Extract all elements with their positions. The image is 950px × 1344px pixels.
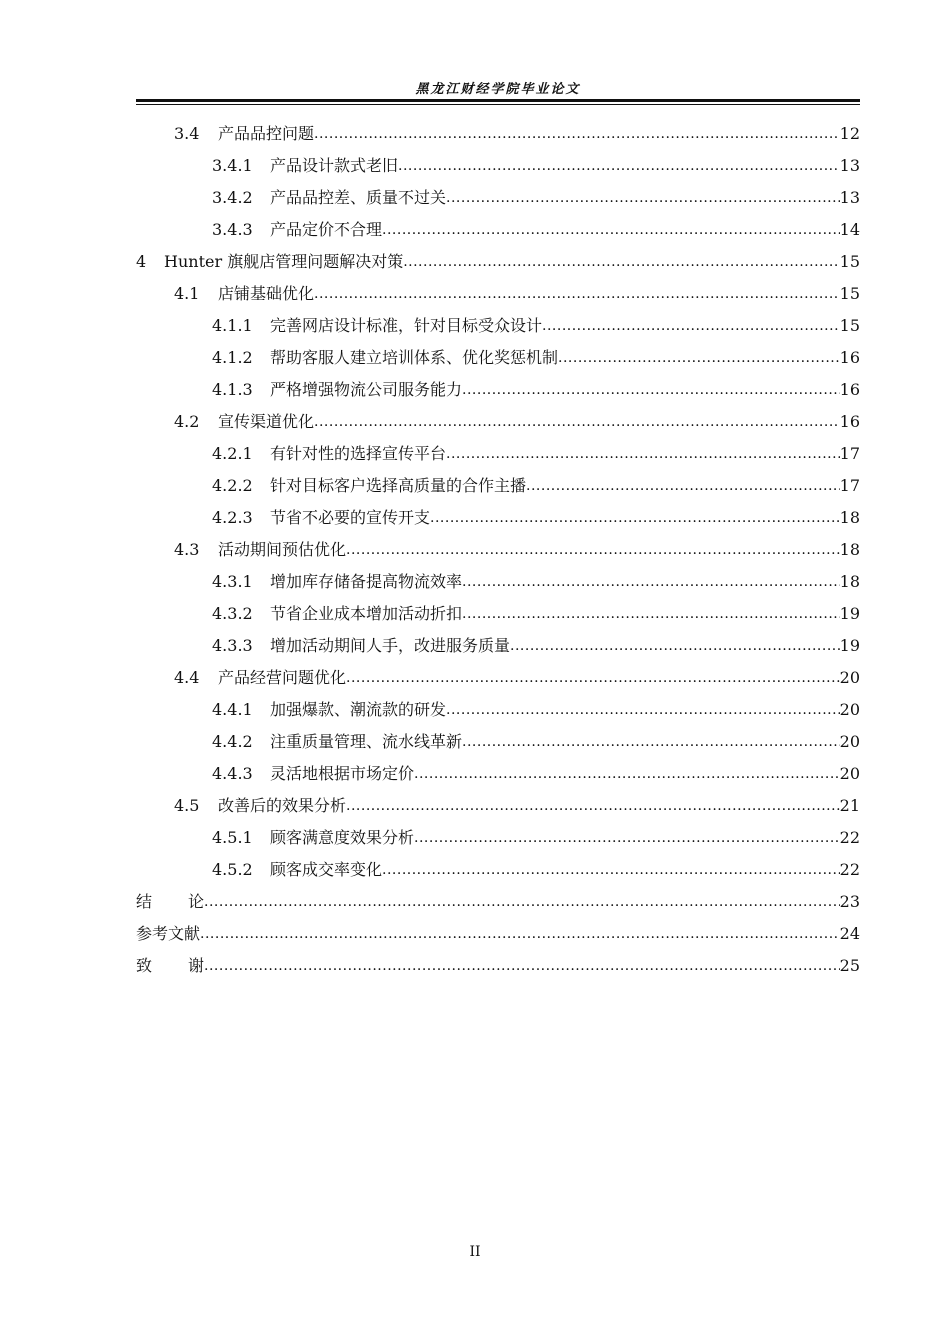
toc-entry-number: 4.4: [174, 668, 200, 687]
toc-entry-page: 25: [839, 956, 860, 975]
toc-entry-title: 产品定价不合理: [270, 220, 383, 239]
toc-entry-page: 22: [839, 860, 860, 879]
toc-entry-4-1-2[interactable]: [136, 342, 860, 374]
toc-entry-page: 20: [839, 732, 860, 751]
toc-entry-title: 产品经营问题优化: [218, 668, 347, 687]
toc-entry-title: Hunter 旗舰店管理问题解决对策: [164, 252, 404, 271]
toc-dot-leader: [446, 182, 840, 214]
toc-entry-number: 4.3: [174, 540, 200, 559]
toc-entry-title: 灵活地根据市场定价: [270, 764, 415, 783]
toc-entry-4-5-2[interactable]: [136, 854, 860, 886]
toc-entry-number: 4.5: [174, 796, 200, 815]
toc-entry-page: 16: [839, 348, 860, 367]
toc-entry-4-5[interactable]: [136, 790, 860, 822]
toc-entry-page: 14: [839, 220, 860, 239]
toc-dot-leader: [446, 438, 840, 470]
toc-entry-title: 完善网店设计标准，针对目标受众设计: [270, 316, 543, 335]
toc-dot-leader: [382, 854, 840, 886]
toc-dot-leader: [403, 246, 839, 278]
toc-entry-4-1[interactable]: [136, 278, 860, 310]
toc-entry-title: 产品品控问题: [218, 124, 315, 143]
toc-dot-leader: [462, 726, 840, 758]
toc-entry-page: 19: [839, 636, 860, 655]
toc-entry-4-2-1[interactable]: [136, 438, 860, 470]
toc-dot-leader: [346, 534, 840, 566]
toc-entry-number: 3.4.3: [212, 220, 253, 239]
toc-entry-title: 顾客满意度效果分析: [270, 828, 415, 847]
toc-entry-page: 20: [839, 668, 860, 687]
toc-entry-number: 3.4.1: [212, 156, 253, 175]
toc-entry-4-4-3[interactable]: [136, 758, 860, 790]
toc-entry-4-3-2[interactable]: [136, 598, 860, 630]
toc-entry-title: [136, 950, 204, 982]
toc-entry-title: 产品设计款式老旧: [270, 156, 399, 175]
toc-entry-number: 4.4.3: [212, 764, 253, 783]
toc-entry-page: 21: [839, 796, 860, 815]
toc-title-char: 论: [188, 892, 205, 911]
page-number: II: [469, 1244, 481, 1260]
toc-entry-page: 20: [839, 764, 860, 783]
toc-entry-number: 4.1.3: [212, 380, 253, 399]
toc-entry-4-3[interactable]: [136, 534, 860, 566]
toc-entry-page: 16: [839, 412, 860, 431]
toc-dot-leader: [510, 630, 840, 662]
toc-dot-leader: [446, 694, 840, 726]
toc-entry-title: 注重质量管理、流水线革新: [270, 732, 463, 751]
header-rule-thick: [136, 99, 860, 102]
toc-dot-leader: [462, 566, 840, 598]
toc-entry-acknowledgements[interactable]: [136, 950, 860, 982]
toc-entry-number: 4.5.1: [212, 828, 253, 847]
toc-title-char: 谢: [188, 956, 205, 975]
toc-entry-page: 18: [839, 572, 860, 591]
toc-entry-page: 12: [839, 124, 860, 143]
toc-dot-leader: [526, 470, 840, 502]
toc-dot-leader: [204, 886, 840, 918]
toc-entry-number: 3.4.2: [212, 188, 253, 207]
toc-dot-leader: [398, 150, 840, 182]
toc-entry-title: 活动期间预估优化: [218, 540, 347, 559]
toc-dot-leader: [462, 374, 840, 406]
toc-entry-4-4-2[interactable]: [136, 726, 860, 758]
toc-entry-title: 严格增强物流公司服务能力: [270, 380, 463, 399]
toc-dot-leader: [314, 118, 840, 150]
toc-entry-page: 22: [839, 828, 860, 847]
toc-dot-leader: [382, 214, 840, 246]
toc-entry-title: 节省企业成本增加活动折扣: [270, 604, 463, 623]
toc-entry-3-4-1[interactable]: [136, 150, 860, 182]
toc-entry-page: 13: [839, 188, 860, 207]
toc-entry-title: 帮助客服人建立培训体系、优化奖惩机制: [270, 348, 559, 367]
toc-entry-page: 17: [839, 444, 860, 463]
toc-entry-page: 18: [839, 540, 860, 559]
toc-entry-number: 4.1.2: [212, 348, 253, 367]
toc-entry-number: 4.3.2: [212, 604, 253, 623]
toc-entry-4-2-3[interactable]: [136, 502, 860, 534]
toc-dot-leader: [346, 790, 840, 822]
toc-entry-3-4-3[interactable]: [136, 214, 860, 246]
toc-dot-leader: [346, 662, 840, 694]
toc-entry-number: 4.2: [174, 412, 200, 431]
toc-entry-title: 产品品控差、质量不过关: [270, 188, 447, 207]
toc-entry-title: 宣传渠道优化: [218, 412, 315, 431]
toc-entry-number: 4.1: [174, 284, 200, 303]
toc-entry-4-2-2[interactable]: [136, 470, 860, 502]
toc-dot-leader: [314, 406, 840, 438]
toc-entry-4-4-1[interactable]: [136, 694, 860, 726]
page-header-title: 黑龙江财经学院毕业论文: [415, 82, 581, 97]
toc-title-char: 致: [136, 956, 153, 975]
toc-dot-leader: [462, 598, 840, 630]
toc-entry-number: 4.2.3: [212, 508, 253, 527]
toc-title-char: 结: [136, 892, 153, 911]
toc-entry-4[interactable]: [136, 246, 860, 278]
toc-entry-references[interactable]: [136, 918, 860, 950]
toc-entry-number: 4.3.3: [212, 636, 253, 655]
toc-entry-page: 18: [839, 508, 860, 527]
toc-entry-title: 增加活动期间人手，改进服务质量: [270, 636, 511, 655]
toc-entry-4-1-1[interactable]: [136, 310, 860, 342]
toc-entry-page: 19: [839, 604, 860, 623]
toc-entry-page: 24: [839, 924, 860, 943]
toc-entry-title: 改善后的效果分析: [218, 796, 347, 815]
toc-dot-leader: [414, 758, 840, 790]
toc-entry-number: 4.4.1: [212, 700, 253, 719]
toc-entry-number: 4.4.2: [212, 732, 253, 751]
toc-entry-title: 有针对性的选择宣传平台: [270, 444, 447, 463]
toc-entry-number: 4: [136, 252, 147, 271]
toc-entry-title: 加强爆款、潮流款的研发: [270, 700, 447, 719]
toc-entry-page: 17: [839, 476, 860, 495]
toc-entry-4-3-1[interactable]: [136, 566, 860, 598]
toc-entry-title: 节省不必要的宣传开支: [270, 508, 431, 527]
toc-entry-3-4[interactable]: [136, 118, 860, 150]
toc-dot-leader: [204, 950, 840, 982]
toc-dot-leader: [200, 918, 840, 950]
toc-entry-number: 4.2.1: [212, 444, 253, 463]
toc-entry-number: 4.5.2: [212, 860, 253, 879]
toc-entry-4-2[interactable]: [136, 406, 860, 438]
toc-entry-number: 3.4: [174, 124, 200, 143]
toc-entry-title: 针对目标客户选择高质量的合作主播: [270, 476, 527, 495]
toc-entry-number: 4.3.1: [212, 572, 253, 591]
toc-entry-title: 参考文献: [136, 924, 201, 943]
toc-dot-leader: [542, 310, 840, 342]
toc-dot-leader: [558, 342, 840, 374]
toc-entry-4-1-3[interactable]: [136, 374, 860, 406]
toc-dot-leader: [430, 502, 840, 534]
toc-entry-number: 4.2.2: [212, 476, 253, 495]
toc-entry-page: 13: [839, 156, 860, 175]
toc-entry-page: 20: [839, 700, 860, 719]
toc-entry-page: 15: [839, 316, 860, 335]
toc-entry-page: 16: [839, 380, 860, 399]
toc-entry-4-3-3[interactable]: [136, 630, 860, 662]
toc-entry-4-4[interactable]: [136, 662, 860, 694]
toc-entry-page: 15: [839, 252, 860, 271]
toc-entry-3-4-2[interactable]: [136, 182, 860, 214]
toc-entry-number: 4.1.1: [212, 316, 253, 335]
header-rule-thin: [136, 104, 860, 105]
toc-entry-4-5-1[interactable]: [136, 822, 860, 854]
toc-entry-page: 23: [839, 892, 860, 911]
toc-dot-leader: [414, 822, 840, 854]
toc-entry-conclusion[interactable]: [136, 886, 860, 918]
toc-entry-title: 增加库存储备提高物流效率: [270, 572, 463, 591]
toc-entry-page: 15: [839, 284, 860, 303]
toc-entry-title: [136, 886, 204, 918]
table-of-contents: [136, 118, 860, 982]
toc-dot-leader: [314, 278, 840, 310]
toc-entry-title: 店铺基础优化: [218, 284, 315, 303]
toc-entry-title: 顾客成交率变化: [270, 860, 383, 879]
